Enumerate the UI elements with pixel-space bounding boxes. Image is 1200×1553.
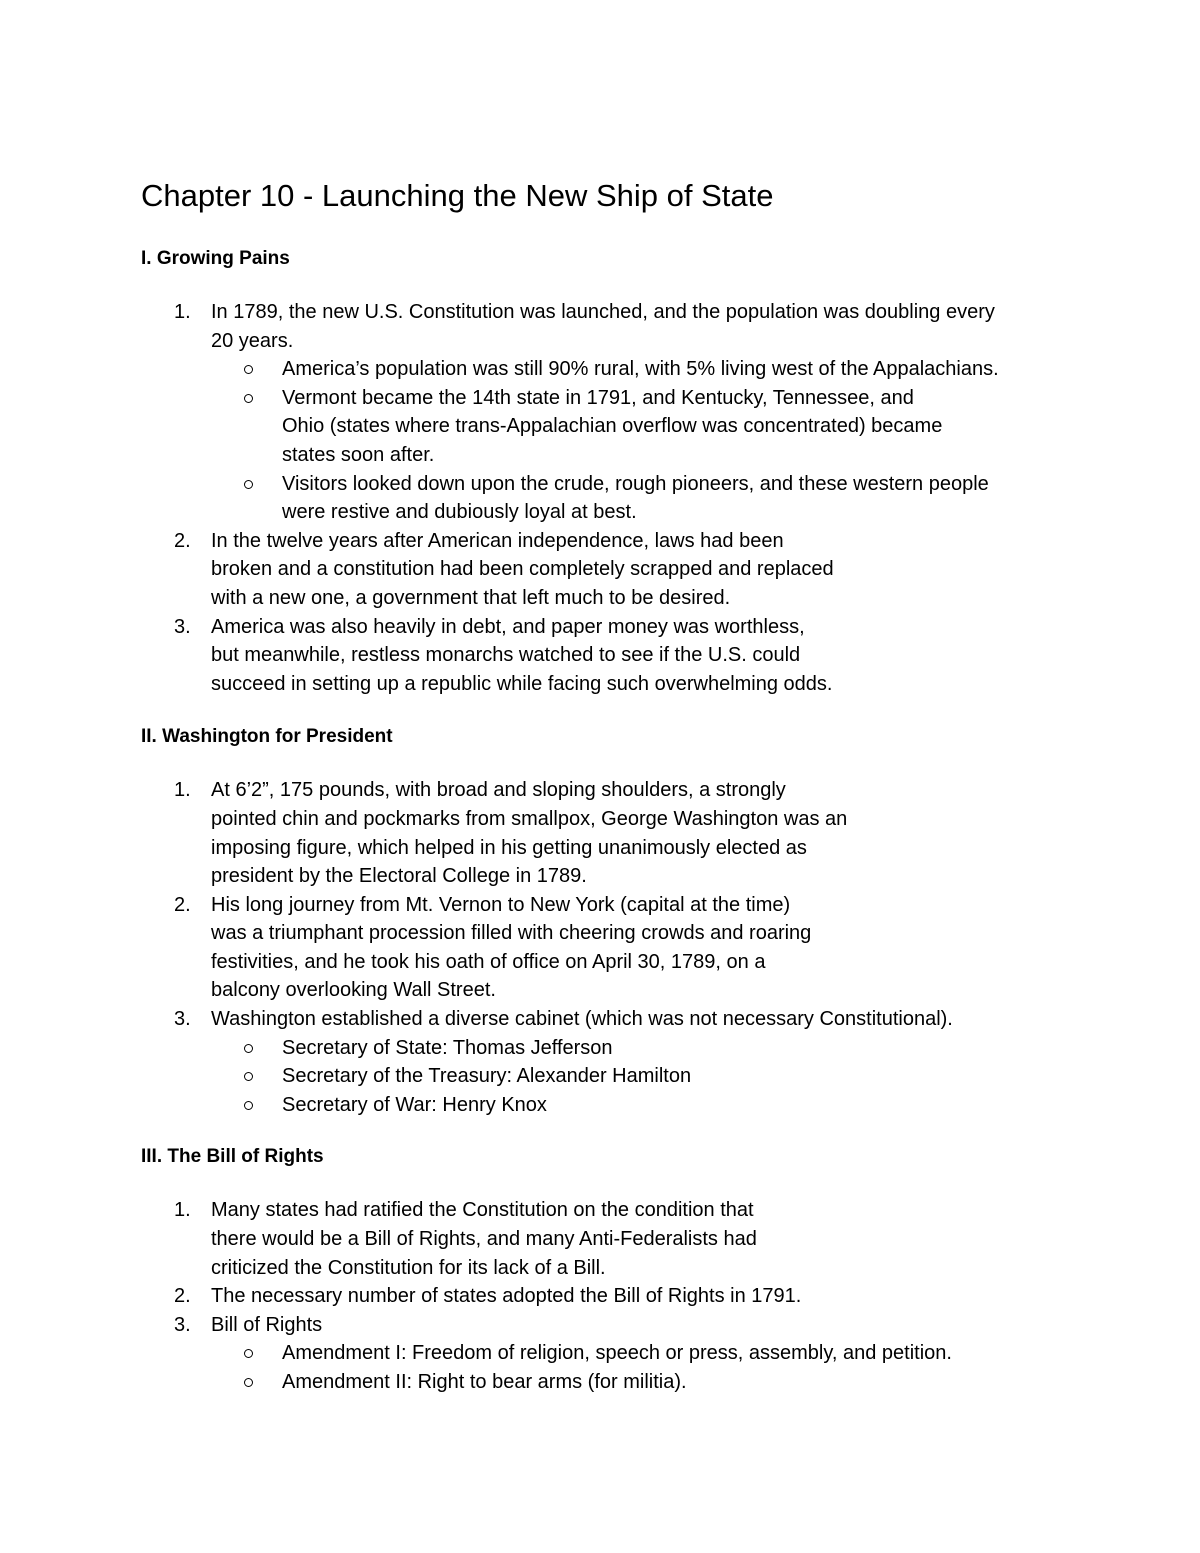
list-item-text: with a new one, a government that left much to be desired. [211,586,731,609]
sub-list-item-text: were restive and dubiously loyal at best. [282,501,637,524]
list-number: 2. [174,1285,191,1308]
list-item [141,776,1071,890]
list-item-text: In the twelve years after American independence, laws had been [211,529,784,552]
hollow-circle-bullet-icon [244,1349,253,1358]
list-item-text: festivities, and he took his oath of office on April 30, 1789, on a [211,950,766,973]
sub-list-item-text: Secretary of State: Thomas Jefferson [282,1036,613,1059]
list-item-text: there would be a Bill of Rights, and many Anti-Federalists had [211,1228,757,1251]
section-heading: III. The Bill of Rights [141,1146,324,1168]
document-page [141,174,1071,1397]
list-item-text: His long journey from Mt. Vernon to New York (capital at the time) [211,893,791,916]
sub-list-item-text: states soon after. [282,443,435,466]
list-item-text: pointed chin and pockmarks from smallpox, George Washington was an [211,807,848,830]
list-number: 1. [174,301,191,323]
list-number: 3. [174,615,191,638]
sub-list-item-text: Amendment I: Freedom of religion, speech or press, assembly, and petition. [282,1342,952,1365]
list-item-text: balcony overlooking Wall Street. [211,979,496,1002]
sub-list-item [211,384,1071,470]
numbered-list [141,776,1071,1119]
list-item-text: At 6’2”, 175 pounds, with broad and sloping shoulders, a strongly [211,779,786,802]
sub-list-item [211,1339,1071,1368]
hollow-circle-bullet-icon [244,480,253,489]
hollow-circle-bullet-icon [244,1101,253,1110]
hollow-circle-bullet-icon [244,1378,253,1387]
list-number: 3. [174,1008,191,1031]
list-item-text: Many states had ratified the Constitution on the condition that [211,1199,754,1222]
list-item [141,298,1071,527]
list-item-text: In 1789, the new U.S. Constitution was launched, and the population was doubling every [211,301,995,323]
list-item-text: America was also heavily in debt, and paper money was worthless, [211,615,805,638]
list-number: 3. [174,1313,191,1336]
list-item-text: 20 years. [211,329,294,352]
list-item [141,1005,1071,1119]
sub-list-item-text: Amendment II: Right to bear arms (for militia). [282,1371,687,1393]
sections-container [141,246,1071,1397]
list-item-text: was a triumphant procession filled with cheering crowds and roaring [211,922,812,945]
section-heading: I. Growing Pains [141,248,290,269]
sub-list-item-text: Ohio (states where trans-Appalachian overflow was concentrated) became [282,415,943,438]
list-item [141,1311,1071,1397]
sub-list-item-text: America’s population was still 90% rural, with 5% living west of the Appalachians. [282,358,999,381]
list-item-text: The necessary number of states adopted the Bill of Rights in 1791. [211,1285,802,1308]
sub-list-item [211,1091,1071,1120]
list-number: 2. [174,893,191,916]
sub-list-item [211,1368,1071,1397]
list-number: 1. [174,1199,191,1222]
sub-list [211,1339,1071,1396]
sub-list-item-text: Visitors looked down upon the crude, rough pioneers, and these western people [282,472,989,495]
list-item-text: Bill of Rights [211,1313,323,1336]
list-item-text: president by the Electoral College in 1789. [211,865,587,888]
hollow-circle-bullet-icon [244,1072,253,1081]
sub-list-item-text: Vermont became the 14th state in 1791, and Kentucky, Tennessee, and [282,386,914,409]
list-number: 2. [174,529,191,552]
list-item-text: broken and a constitution had been completely scrapped and replaced [211,558,834,581]
list-item-text: Washington established a diverse cabinet (which was not necessary Constitutional). [211,1008,953,1031]
sub-list-item-text: Secretary of the Treasury: Alexander Hamilton [282,1065,692,1088]
page-title: Chapter 10 - Launching the New Ship of State [141,178,774,213]
list-item [141,891,1071,1005]
list-item [141,613,1071,699]
list-item [141,1196,1071,1282]
section-heading: II. Washington for President [141,726,393,748]
sub-list-item [211,470,1071,527]
sub-list-item-text: Secretary of War: Henry Knox [282,1093,547,1116]
list-item-text: succeed in setting up a republic while facing such overwhelming odds. [211,672,833,695]
sub-list [211,355,1071,527]
list-number: 1. [174,779,191,802]
hollow-circle-bullet-icon [244,1044,253,1053]
hollow-circle-bullet-icon [244,365,253,374]
hollow-circle-bullet-icon [244,394,253,403]
list-item [141,527,1071,613]
numbered-list [141,298,1071,698]
list-item-text: criticized the Constitution for its lack of a Bill. [211,1256,606,1279]
numbered-list [141,1196,1071,1396]
sub-list-item [211,1062,1071,1091]
sub-list [211,1034,1071,1120]
list-item-text: imposing figure, which helped in his getting unanimously elected as [211,836,807,859]
sub-list-item [211,355,1071,384]
sub-list-item [211,1034,1071,1063]
list-item [141,1282,1071,1311]
list-item-text: but meanwhile, restless monarchs watched to see if the U.S. could [211,644,801,667]
